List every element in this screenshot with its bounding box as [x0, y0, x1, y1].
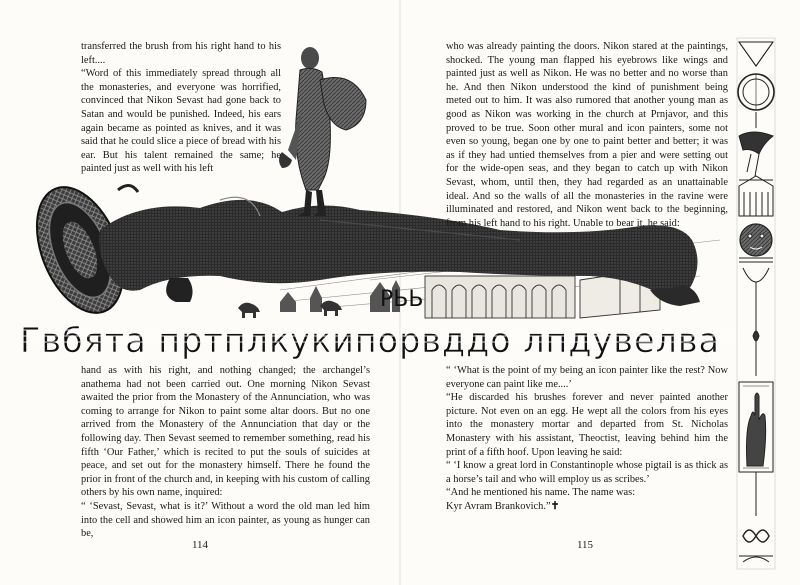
hourglass-ring-icon — [738, 42, 774, 110]
paragraph: hand as with his right, and nothing changed; the archangel’s anathema had not been carried out. One morning Nikon Sevast awaited the prior from the Monastery of the Annunciation, who was coming to arrange for Nikon to paint some altar doors. But no one arrived from the Monastery of the Annunciation that day or the following day. Then Sevast seemed to remember something, read his fifth ‘Our Father,’ which is recited to put the souls of suicides at peace, and set out for the monastery himself. There he found the prior in front of the church and, in keeping with his custom of calling others by his own name, inquired: — [81, 365, 370, 499]
standing-man — [279, 47, 366, 216]
script-large-text: Гвбята пртплкукипорвддо лпдувелва — [20, 321, 720, 360]
page-number-left: 114 — [191, 539, 209, 551]
final-line-text: Kyr Avram Brankovich.” — [446, 500, 551, 512]
cross-end-mark-icon: ✝ — [550, 500, 560, 512]
decorative-border — [733, 36, 779, 571]
sun-face-icon — [740, 224, 772, 256]
script-small-text: РЬЬ — [380, 287, 424, 312]
left-page-top-text — [81, 40, 281, 176]
final-line — [446, 500, 728, 514]
paragraph: “ ‘I know a great lord in Constantinople whose pigtail is as thick as a horse’s tail and who will employ us as scribes.’ — [446, 460, 728, 485]
left-page-bottom-text — [81, 364, 370, 541]
paragraph: “Word of this immediately spread through all the monasteries, and everyone was horrified, convinced that Nikon Sevast had gone back to Satan and would be punished. Indeed, his ears again became as pointed as knives, and it was said that he could slice a piece of bread with his ear. But his talent remained the same; he painted just as well with his left — [81, 68, 281, 175]
bird-icon — [739, 132, 773, 180]
infinity-knot-icon — [739, 530, 773, 562]
paragraph: who was already painting the doors. Nikon stared at the paintings, shocked. The young man flapped his eyebrows like wings and painted just as well as Nikon. He was no better and no worse than he. And then Nikon understood the kind of punishment being meted out to him. It was also rumored that another young man as good as Nikon was working in the church at Prnjavor, and this proved to be true. Soon other mural and icon painters, some not even so young, began one by one to paint better and better; it was as if they had untied themselves from a pier and were setting out for the wide-open seas, and they began to catch up with Nikon Sevast, whom, until then, they had regarded as an unattainable ideal. And so the walls of all the monasteries in the ravine were illuminated and restored, and Nikon went back to the beginning, from his left hand to his right. Unable to bear it, he said: — [446, 41, 728, 229]
paragraph: “He discarded his brushes forever and never painted another picture. Not even on an egg. He wept all the colors from his eyes into the monastery mortar and departed from St. Nicholas Monastery with his assistant, Theoctist, leaving behind him the print of a fifth hoof. Upon leaving he said: — [446, 392, 728, 458]
page-number-right: 115 — [576, 539, 594, 551]
hand-icon — [739, 382, 773, 472]
paragraph: “ ‘What is the point of my being an icon painter like the rest? Now everyone can paint like me....’ — [446, 365, 728, 390]
paragraph: “ ‘Sevast, Sevast, what is it?’ Without a word the old man led him into the cell and showed him an icon painter, as young as hunger can be, — [81, 500, 370, 540]
right-page-bottom-text — [446, 364, 728, 514]
arch-icon — [739, 176, 773, 216]
paragraph: transferred the brush from his right hand to his left.... — [81, 41, 281, 66]
right-page-top-text — [446, 40, 728, 230]
paragraph: “And he mentioned his name. The name was: — [446, 487, 636, 499]
